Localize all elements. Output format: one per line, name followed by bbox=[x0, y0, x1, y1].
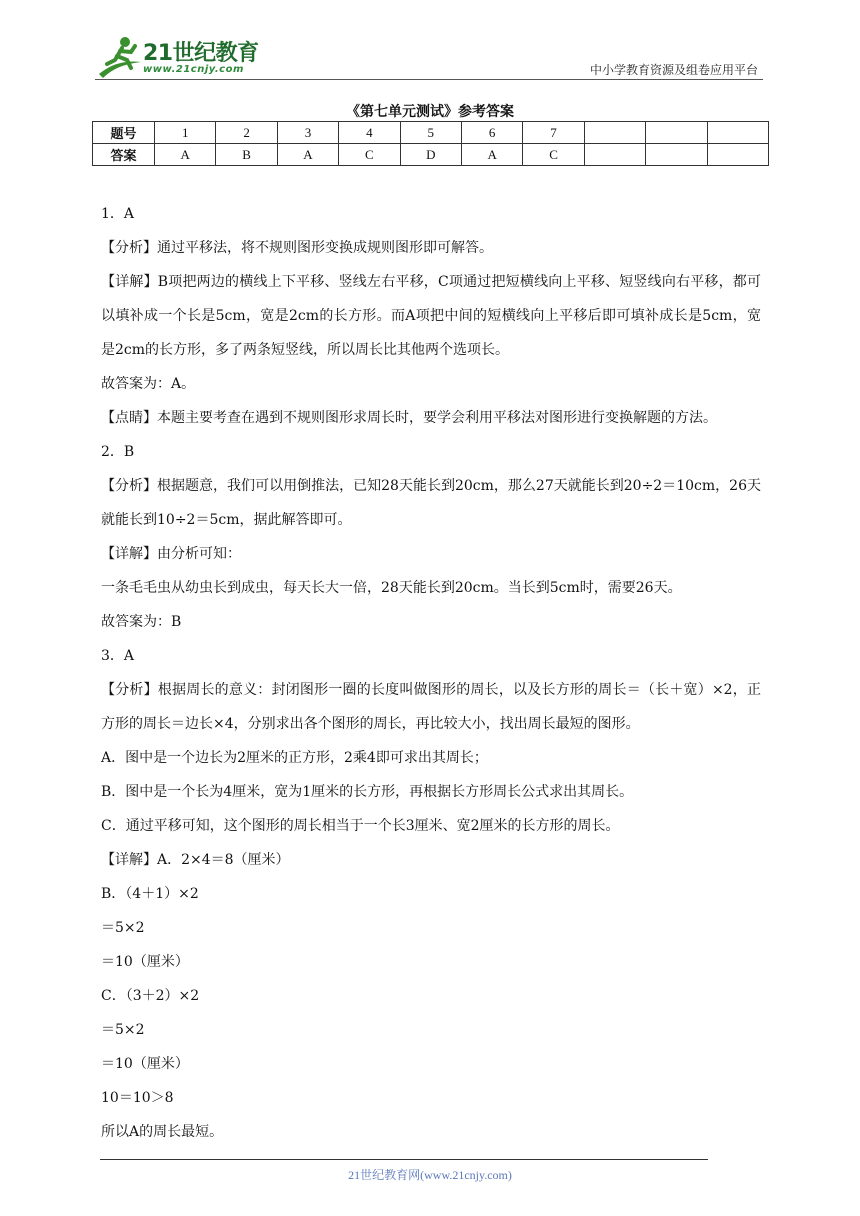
site-logo bbox=[95, 34, 265, 80]
platform-name: 中小学教育资源及组卷应用平台 bbox=[589, 63, 758, 77]
answer-line: 故答案为：A。 bbox=[101, 376, 196, 392]
page-header bbox=[95, 30, 760, 80]
text-line: C．通过平移可知，这个图形的周长相当于一个长3厘米、宽2厘米的长方形的周长。 bbox=[101, 818, 620, 834]
answer-line: 故答案为：B bbox=[101, 614, 182, 630]
detail-paragraph: 【详解】A．2×4＝8（厘米） bbox=[101, 852, 290, 868]
table-cell: A bbox=[461, 144, 522, 166]
page-footer: 21世纪教育网(www.21cnjy.com) bbox=[348, 1168, 512, 1182]
analysis-paragraph: 【分析】根据题意，我们可以用倒推法，已知28天能长到20cm，那么27天就能长到20÷2＝10cm，26天就能长到10÷2＝5cm，据此解答即可。 bbox=[101, 478, 761, 528]
table-cell: 2 bbox=[216, 122, 277, 144]
table-cell: 5 bbox=[400, 122, 461, 144]
header-divider bbox=[95, 79, 763, 80]
table-cell: 1 bbox=[155, 122, 216, 144]
table-cell bbox=[584, 144, 645, 166]
answer-table bbox=[92, 121, 769, 166]
formula-line: 10＝10＞8 bbox=[101, 1090, 174, 1106]
formula-line: ＝5×2 bbox=[101, 1022, 145, 1038]
analysis-paragraph: 【分析】根据周长的意义：封闭图形一圈的长度叫做图形的周长，以及长方形的周长＝（长＋宽）×2，正方形的周长＝边长×4，分别求出各个图形的周长，再比较大小，找出周长最短的图形。 bbox=[101, 682, 761, 732]
table-cell bbox=[646, 122, 707, 144]
footer-divider bbox=[100, 1159, 708, 1160]
document-title: 《第七单元测试》参考答案 bbox=[346, 104, 514, 120]
table-cell bbox=[707, 144, 768, 166]
table-cell bbox=[584, 122, 645, 144]
text-line: A．图中是一个边长为2厘米的正方形，2乘4即可求出其周长； bbox=[101, 750, 488, 766]
row-label-number: 题号 bbox=[93, 122, 155, 144]
analysis-paragraph: 【分析】通过平移法，将不规则图形变换成规则图形即可解答。 bbox=[101, 240, 493, 256]
question-number: 3．A bbox=[101, 648, 135, 664]
row-label-answer: 答案 bbox=[93, 144, 155, 166]
runner-icon bbox=[95, 34, 143, 80]
formula-line: ＝10（厘米） bbox=[101, 1056, 189, 1072]
table-cell: C bbox=[523, 144, 584, 166]
table-cell: 3 bbox=[277, 122, 338, 144]
table-cell bbox=[707, 122, 768, 144]
question-number: 1．A bbox=[101, 206, 135, 222]
table-cell: D bbox=[400, 144, 461, 166]
table-cell: 6 bbox=[461, 122, 522, 144]
formula-line: C．（3＋2）×2 bbox=[101, 988, 200, 1004]
table-row-answers bbox=[93, 144, 769, 166]
conclusion-line: 所以A的周长最短。 bbox=[101, 1124, 224, 1140]
table-cell: B bbox=[216, 144, 277, 166]
comment-paragraph: 【点睛】本题主要考查在遇到不规则图形求周长时，要学会利用平移法对图形进行变换解题的方法。 bbox=[101, 410, 717, 426]
logo-text: 21世纪教育 bbox=[143, 41, 259, 66]
table-row-numbers bbox=[93, 122, 769, 144]
text-line: 一条毛毛虫从幼虫长到成虫，每天长大一倍，28天能长到20cm。当长到5cm时，需要26天。 bbox=[101, 580, 682, 596]
question-number: 2．B bbox=[101, 444, 135, 460]
answer-explanations bbox=[101, 197, 761, 1149]
table-cell: 4 bbox=[339, 122, 400, 144]
table-cell bbox=[646, 144, 707, 166]
detail-paragraph: 【详解】B项把两边的横线上下平移、竖线左右平移，C项通过把短横线向上平移、短竖线向右平移，都可以填补成一个长是5cm，宽是2cm的长方形。而A项把中间的短横线向上平移后即可填补成长是5cm，宽是2cm的长方形，多了两条短竖线，所以周长比其他两个选项长。 bbox=[101, 274, 761, 358]
table-cell: A bbox=[277, 144, 338, 166]
table-cell: 7 bbox=[523, 122, 584, 144]
text-line: B．图中是一个长为4厘米，宽为1厘米的长方形，再根据长方形周长公式求出其周长。 bbox=[101, 784, 634, 800]
formula-line: B．（4＋1）×2 bbox=[101, 886, 199, 902]
table-cell: C bbox=[339, 144, 400, 166]
logo-url: www.21cnjy.com bbox=[143, 64, 244, 75]
table-cell: A bbox=[155, 144, 216, 166]
formula-line: ＝10（厘米） bbox=[101, 954, 189, 970]
detail-paragraph: 【详解】由分析可知： bbox=[101, 546, 241, 562]
formula-line: ＝5×2 bbox=[101, 920, 145, 936]
